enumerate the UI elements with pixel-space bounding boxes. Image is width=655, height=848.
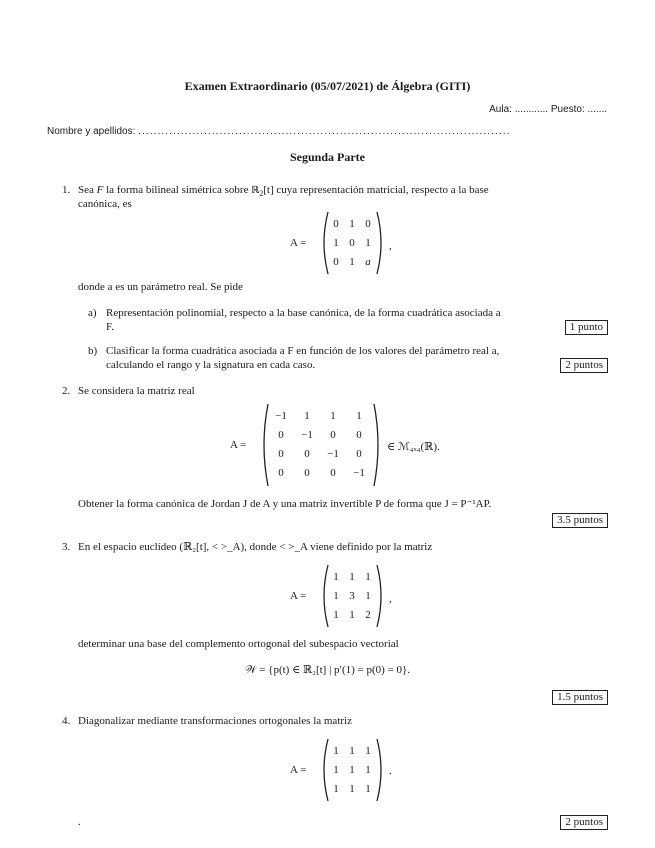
matrix-cell: 1 (349, 255, 355, 268)
matrix-cell: 1 (349, 763, 355, 776)
matrix-row (328, 252, 376, 271)
matrix-cell: 1 (365, 782, 371, 795)
puesto-label: Puesto: (550, 104, 585, 115)
matrix-row (328, 760, 376, 779)
q2-after: Obtener la forma canónica de Jordan J de A y una matriz invertible P de forma que J = P⁻¹AP. (78, 498, 492, 510)
matrix-cell: 1 (365, 236, 371, 249)
q4-points-box: 2 puntos (560, 815, 608, 830)
q1b-points-box: 2 puntos (560, 358, 608, 373)
matrix-cell: 1 (365, 589, 371, 602)
q3-trail: , (389, 593, 392, 605)
q1-text-a: Sea (78, 184, 97, 196)
aula-dots: ............ (514, 104, 549, 115)
q1-R: ℝ (251, 185, 260, 196)
q1-text-c: cuya representación matricial, respecto a la base (273, 184, 489, 196)
q3-lhs: A = (290, 590, 307, 602)
matrix-row (328, 586, 376, 605)
q2-number: 2. (62, 385, 71, 397)
q1-right-paren (375, 210, 387, 276)
q2-statement: Se considera la matriz real (78, 385, 195, 397)
nombre-dots: ................................................................................................ (138, 126, 511, 137)
q1-text-b: la forma bilineal simétrica sobre (103, 184, 252, 196)
nombre-line (47, 126, 510, 137)
q3-matrix-table (328, 567, 376, 624)
matrix-cell: 1 (333, 782, 339, 795)
q1b-line2: calculando el rango y la signatura en cada caso. (106, 359, 316, 371)
matrix-cell: 2 (365, 608, 371, 621)
q4-dot: . (78, 816, 81, 828)
aula-label: Aula: (489, 104, 512, 115)
section-title: Segunda Parte (290, 150, 365, 164)
q1-F: F (96, 184, 104, 196)
q1-after: donde a es un parámetro real. Se pide (78, 281, 243, 293)
q4-right-paren (375, 737, 387, 803)
matrix-row (268, 463, 372, 482)
matrix-cell: 1 (365, 763, 371, 776)
matrix-cell: 0 (356, 447, 362, 460)
q4-statement: Diagonalizar mediante transformaciones ortogonales la matriz (78, 715, 352, 727)
matrix-cell: 1 (330, 409, 336, 422)
q1-lhs: A = (290, 237, 307, 249)
q3-after: determinar una base del complemento ortogonal del subespacio vectorial (78, 638, 399, 650)
matrix-cell: −1 (275, 409, 287, 422)
matrix-cell: 0 (278, 447, 284, 460)
matrix-cell: 1 (365, 570, 371, 583)
matrix-cell: 0 (333, 255, 339, 268)
q3-subspace: 𝒲 = {p(t) ∈ ℝ₂[t] | p′(1) = p(0) = 0}. (244, 664, 411, 676)
q3-statement: En el espacio euclídeo (ℝ₂[t], < >_A), donde < >_A viene definido por la matriz (78, 541, 433, 553)
matrix-cell: 1 (333, 589, 339, 602)
matrix-cell: 1 (333, 570, 339, 583)
matrix-cell: −1 (327, 447, 339, 460)
matrix-cell: 0 (304, 447, 310, 460)
matrix-cell: 0 (330, 428, 336, 441)
q3-points-box: 1.5 puntos (552, 690, 608, 705)
matrix-row (328, 214, 376, 233)
q1b-label: b) (88, 345, 98, 357)
q1a-label: a) (88, 307, 97, 319)
matrix-cell: 0 (365, 217, 371, 230)
matrix-cell: 1 (333, 236, 339, 249)
matrix-cell: 0 (278, 466, 284, 479)
q2-points-box: 3.5 puntos (552, 513, 608, 528)
matrix-cell: 1 (349, 608, 355, 621)
matrix-cell: 1 (365, 744, 371, 757)
matrix-row (268, 425, 372, 444)
matrix-cell: 1 (333, 763, 339, 776)
q1-number: 1. (62, 184, 71, 196)
aula-puesto-line (489, 104, 607, 115)
q2-right-paren (372, 402, 384, 488)
q1-trail: , (389, 240, 392, 252)
matrix-row (268, 406, 372, 425)
matrix-row (328, 233, 376, 252)
matrix-cell: 0 (304, 466, 310, 479)
q2-matrix (268, 406, 372, 482)
q2-lhs: A = (230, 439, 247, 451)
q4-trail: . (389, 765, 392, 777)
q4-lhs: A = (290, 764, 307, 776)
matrix-cell: −1 (353, 466, 365, 479)
q4-matrix (328, 741, 376, 798)
q1b-line1: Clasificar la forma cuadrática asociada a F en función de los valores del parámetro real a, (106, 345, 500, 357)
matrix-cell: 0 (356, 428, 362, 441)
q2-trail: ∈ ℳ₄ₓ₄(ℝ). (387, 441, 440, 453)
q1-statement (78, 184, 489, 200)
matrix-cell: 1 (349, 217, 355, 230)
q4-number: 4. (62, 715, 71, 727)
q1-t: [t] (263, 184, 274, 196)
matrix-cell: −1 (301, 428, 313, 441)
exam-title: Examen Extraordinario (05/07/2021) de Álgebra (GITI) (184, 79, 471, 93)
q1-sub2: 2 (259, 189, 264, 199)
q1-matrix-table (328, 214, 376, 271)
q3-number: 3. (62, 541, 71, 553)
q2-matrix-table (268, 406, 372, 482)
matrix-cell: 1 (349, 782, 355, 795)
matrix-cell: 1 (333, 744, 339, 757)
matrix-cell: 1 (304, 409, 310, 422)
matrix-cell: 0 (333, 217, 339, 230)
q1a-points-box: 1 punto (565, 320, 608, 335)
matrix-cell: a (365, 255, 371, 268)
matrix-cell: 1 (356, 409, 362, 422)
matrix-cell: 1 (333, 608, 339, 621)
matrix-row (268, 444, 372, 463)
matrix-row (328, 605, 376, 624)
matrix-row (328, 567, 376, 586)
q1a-line1: Representación polinomial, respecto a la base canónica, de la forma cuadrática asociada a (106, 307, 501, 319)
matrix-cell: 3 (349, 589, 355, 602)
matrix-cell: 0 (330, 466, 336, 479)
nombre-label: Nombre y apellidos: (47, 126, 136, 137)
matrix-row (328, 779, 376, 798)
matrix-cell: 1 (349, 570, 355, 583)
q1a-line2: F. (106, 321, 114, 333)
matrix-cell: 0 (278, 428, 284, 441)
q1-matrix (328, 214, 376, 271)
matrix-row (328, 741, 376, 760)
matrix-cell: 1 (349, 744, 355, 757)
q4-matrix-table (328, 741, 376, 798)
matrix-cell: 0 (349, 236, 355, 249)
puesto-dots: ....... (587, 104, 607, 115)
q1-line2: canónica, es (78, 198, 132, 210)
q3-matrix (328, 567, 376, 624)
q3-right-paren (375, 563, 387, 629)
